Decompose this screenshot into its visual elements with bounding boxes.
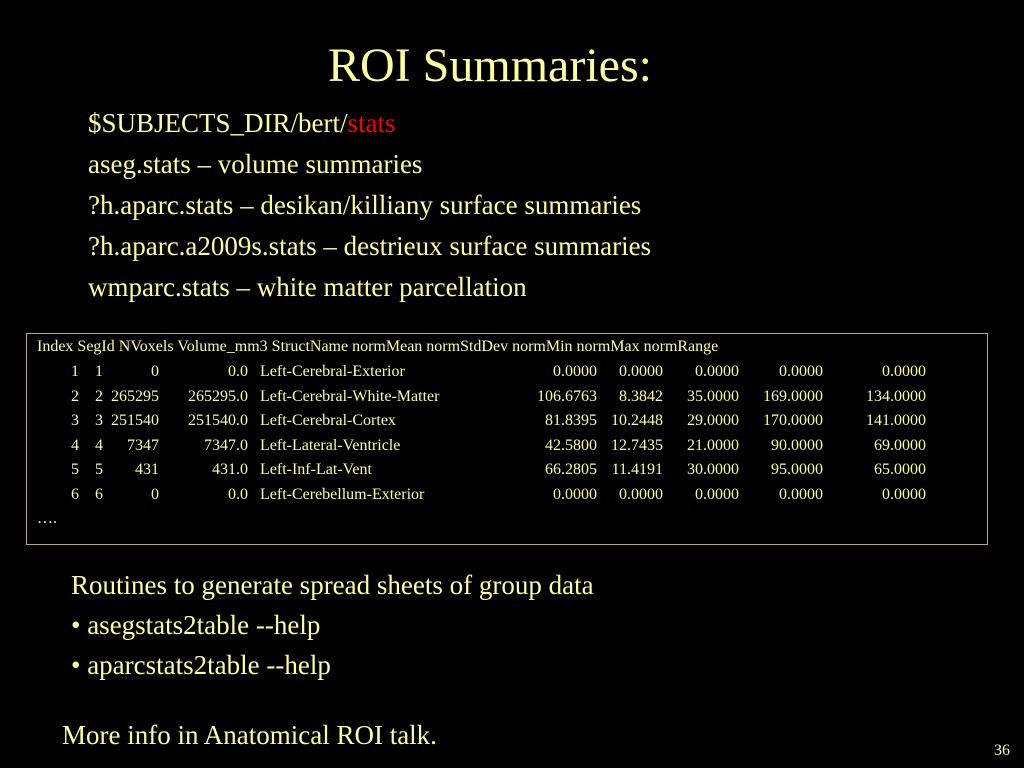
cell-segid: 6 bbox=[95, 486, 103, 503]
cell-volume: 0.0 bbox=[228, 486, 248, 503]
cell-nvoxels: 0 bbox=[151, 486, 159, 503]
cell-normstddev: 10.2448 bbox=[611, 412, 663, 430]
cell-nvoxels: 7347 bbox=[127, 436, 159, 454]
cell-structname: Left-Inf-Lat-Vent bbox=[260, 461, 372, 479]
cell-volume: 265295.0 bbox=[188, 387, 248, 405]
routine-item-asegstats2table: • asegstats2table --help bbox=[71, 610, 321, 640]
table-row bbox=[27, 360, 987, 384]
cell-normstddev: 0.0000 bbox=[619, 486, 663, 503]
cell-normmean: 81.8395 bbox=[545, 412, 597, 430]
stats-intro bbox=[88, 103, 651, 308]
table-row bbox=[27, 483, 987, 507]
cell-nvoxels: 265295 bbox=[111, 387, 159, 405]
cell-segid: 1 bbox=[95, 363, 103, 380]
file-item-a2009s: ?h.aparc.a2009s.stats – destrieux surface summaries bbox=[88, 231, 652, 261]
cell-normrange: 134.0000 bbox=[866, 387, 926, 405]
cell-nvoxels: 431 bbox=[135, 461, 159, 479]
stats-path-prefix: $SUBJECTS_DIR/bert/ bbox=[88, 108, 348, 138]
cell-normmax: 170.0000 bbox=[763, 412, 823, 430]
cell-volume: 0.0 bbox=[228, 363, 248, 380]
cell-normmean: 0.0000 bbox=[553, 486, 597, 503]
cell-segid: 5 bbox=[95, 461, 103, 479]
routine-item-aparcstats2table: • aparcstats2table --help bbox=[71, 650, 331, 680]
cell-nvoxels: 0 bbox=[151, 363, 159, 380]
cell-normmean: 0.0000 bbox=[553, 363, 597, 380]
cell-normrange: 0.0000 bbox=[882, 363, 926, 380]
cell-normmean: 42.5800 bbox=[545, 436, 597, 454]
cell-index: 6 bbox=[71, 486, 79, 503]
table-row bbox=[27, 458, 987, 482]
cell-segid: 4 bbox=[95, 436, 103, 454]
cell-normmin: 30.0000 bbox=[687, 461, 739, 479]
cell-normstddev: 12.7435 bbox=[611, 436, 663, 454]
cell-normmin: 29.0000 bbox=[687, 412, 739, 430]
cell-segid: 3 bbox=[95, 412, 103, 430]
cell-structname: Left-Cerebral-White-Matter bbox=[260, 387, 440, 405]
stats-table-box bbox=[26, 333, 988, 545]
cell-normrange: 0.0000 bbox=[882, 486, 926, 503]
cell-normstddev: 11.4191 bbox=[611, 461, 663, 479]
cell-volume: 251540.0 bbox=[188, 412, 248, 430]
cell-index: 2 bbox=[71, 387, 79, 405]
cell-normmin: 21.0000 bbox=[687, 436, 739, 454]
table-row bbox=[27, 409, 987, 433]
routines-section bbox=[71, 565, 594, 685]
cell-normrange: 65.0000 bbox=[874, 461, 926, 479]
cell-normmin: 0.0000 bbox=[695, 486, 739, 503]
cell-index: 1 bbox=[71, 363, 79, 380]
file-item-aseg: aseg.stats – volume summaries bbox=[88, 149, 423, 179]
cell-normmax: 0.0000 bbox=[779, 363, 823, 380]
cell-structname: Left-Lateral-Ventricle bbox=[260, 436, 401, 454]
cell-volume: 431.0 bbox=[212, 461, 248, 479]
stats-path bbox=[88, 103, 651, 144]
cell-normrange: 69.0000 bbox=[874, 436, 926, 454]
page-number: 36 bbox=[994, 742, 1010, 759]
cell-normmax: 0.0000 bbox=[779, 486, 823, 503]
cell-normmean: 66.2805 bbox=[545, 461, 597, 479]
routines-heading: Routines to generate spread sheets of group data bbox=[71, 570, 594, 600]
file-item-aparc: ?h.aparc.stats – desikan/killiany surface summaries bbox=[88, 190, 642, 220]
stats-path-highlight: stats bbox=[347, 108, 396, 138]
table-row bbox=[27, 385, 987, 409]
cell-volume: 7347.0 bbox=[204, 436, 248, 454]
cell-normmax: 90.0000 bbox=[771, 436, 823, 454]
slide-title: ROI Summaries: bbox=[328, 39, 652, 92]
cell-structname: Left-Cerebral-Exterior bbox=[260, 363, 405, 380]
cell-normmax: 169.0000 bbox=[763, 387, 823, 405]
cell-index: 3 bbox=[71, 412, 79, 430]
file-item-wmparc: wmparc.stats – white matter parcellation bbox=[88, 272, 527, 302]
cell-structname: Left-Cerebellum-Exterior bbox=[260, 486, 425, 503]
more-info-note: More info in Anatomical ROI talk. bbox=[62, 720, 437, 750]
stats-table-header: Index SegId NVoxels Volume_mm3 StructName normMean normStdDev normMin normMax normRange bbox=[37, 338, 719, 355]
cell-normmax: 95.0000 bbox=[771, 461, 823, 479]
cell-normstddev: 0.0000 bbox=[619, 363, 663, 380]
cell-normmin: 0.0000 bbox=[695, 363, 739, 380]
cell-index: 4 bbox=[71, 436, 79, 454]
stats-table-ellipsis: …. bbox=[37, 510, 57, 527]
table-row bbox=[27, 434, 987, 458]
cell-structname: Left-Cerebral-Cortex bbox=[260, 412, 396, 430]
cell-normrange: 141.0000 bbox=[866, 412, 926, 430]
cell-nvoxels: 251540 bbox=[111, 412, 159, 430]
cell-normmin: 35.0000 bbox=[687, 387, 739, 405]
cell-index: 5 bbox=[71, 461, 79, 479]
cell-segid: 2 bbox=[95, 387, 103, 405]
cell-normmean: 106.6763 bbox=[537, 387, 597, 405]
cell-normstddev: 8.3842 bbox=[619, 387, 663, 405]
